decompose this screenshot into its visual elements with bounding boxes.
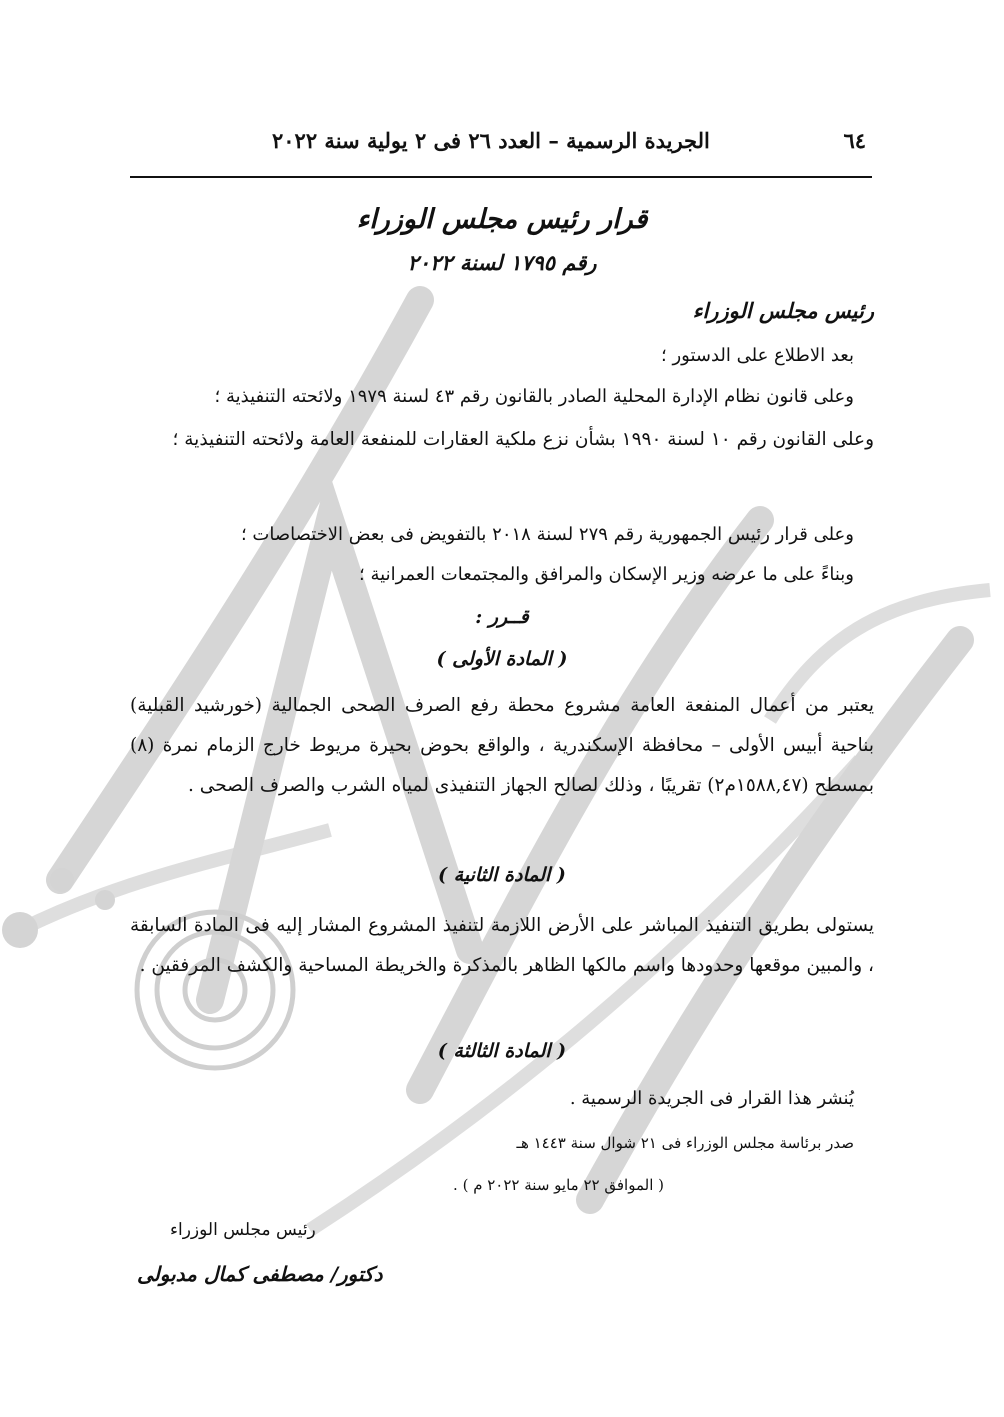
issued-date: صدر برئاسة مجلس الوزراء فى ٢١ شوال سنة ١٤٤٣ هـ (516, 1134, 854, 1152)
article-text: يستولى بطريق التنفيذ المباشر على الأرض اللازمة لتنفيذ المشروع المشار إليه فى المادة السابقة ، والمبين موقعها وحدودها واسم مالكها الظاهر بالمذكرة والخريطة المساحية والكشف المرفقين . (130, 915, 874, 976)
page-number: ٦٤ (843, 128, 866, 153)
decree-number: رقم ١٧٩٥ لسنة ٢٠٢٢ (407, 250, 597, 275)
preamble-line: وعلى قانون نظام الإدارة المحلية الصادر بالقانون رقم ٤٣ لسنة ١٩٧٩ ولائحته التنفيذية ؛ (214, 386, 854, 407)
decree-title: قرار رئيس مجلس الوزراء (356, 204, 648, 235)
signatory-title: رئيس مجلس الوزراء (170, 1220, 316, 1240)
article-text: يعتبر من أعمال المنفعة العامة مشروع محطة رفع الصرف الصحى الجمالية (خورشيد القبلية) بناحية أبيس الأولى – محافظة الإسكندرية ، والواقع بحوض بحيرة مريوط خارج الزمام نمرة (٨) بمسطح (١٥٨٨,٤٧م٢) تقريبًا ، وذلك لصالح الجهاز التنفيذى لمياه الشرب والصرف الصحى . (130, 695, 874, 796)
preamble-paragraph: وعلى القانون رقم ١٠ لسنة ١٩٩٠ بشأن نزع ملكية العقارات للمنفعة العامة ولائحته التنفيذية ؛ (172, 429, 874, 450)
article-heading: ( المادة الثانية ) (438, 864, 566, 886)
header-rule (130, 176, 872, 178)
gazette-issue-header: الجريدة الرسمية – العدد ٢٦ فى ٢ يولية سنة ٢٠٢٢ (272, 128, 710, 153)
article-text: يُنشر هذا القرار فى الجريدة الرسمية . (569, 1088, 854, 1109)
issuer-heading: رئيس مجلس الوزراء (692, 298, 874, 323)
signatory-name: دكتور/ مصطفى كمال مدبولى (137, 1262, 383, 1286)
preamble-line: بعد الاطلاع على الدستور ؛ (661, 345, 854, 366)
preamble-line: وعلى قرار رئيس الجمهورية رقم ٢٧٩ لسنة ٢٠١٨ بالتفويض فى بعض الاختصاصات ؛ (240, 524, 854, 545)
decided-heading: قــرر : (475, 606, 529, 628)
article-heading: ( المادة الأولى ) (436, 648, 568, 670)
article-heading: ( المادة الثالثة ) (437, 1040, 567, 1062)
issued-date-gregorian: ( الموافق ٢٢ مايو سنة ٢٠٢٢ م ) . (453, 1176, 664, 1194)
page-header (272, 128, 874, 164)
preamble-line: وبناءً على ما عرضه وزير الإسكان والمرافق والمجتمعات العمرانية ؛ (359, 564, 854, 585)
